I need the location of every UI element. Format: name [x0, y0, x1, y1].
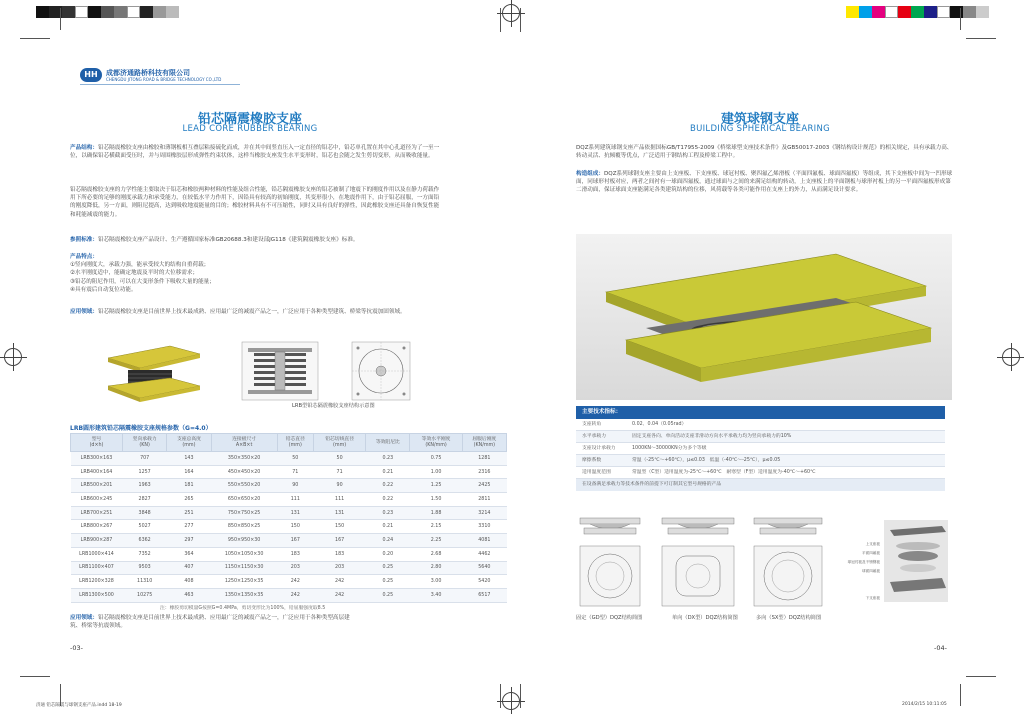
- product-structure-label: 产品结构：: [70, 145, 98, 151]
- left-title-en: LEAD CORE RUBBER BEARING: [182, 124, 318, 134]
- crop-mark: [966, 676, 996, 677]
- exploded-part-labels: [838, 540, 880, 603]
- table-cell: 7352: [123, 547, 167, 561]
- table-cell: 111: [277, 493, 313, 507]
- table-cell: 10275: [123, 588, 167, 602]
- table-cell: 707: [123, 452, 167, 466]
- registration-mark-left: [4, 348, 22, 366]
- table-cell: 1.00: [410, 465, 462, 479]
- table-cell: 183: [314, 547, 366, 561]
- table-cell: 0.21: [366, 465, 410, 479]
- table-cell: 0.75: [410, 452, 462, 466]
- table-cell: 407: [167, 561, 211, 575]
- table-cell: 181: [167, 479, 211, 493]
- right-structure-paragraph: [576, 170, 956, 195]
- footer-timestamp: 2014/2/15 10:11:05: [902, 702, 947, 707]
- table-cell: 3848: [123, 506, 167, 520]
- left-structure-paragraph: [70, 144, 440, 160]
- company-name-en: CHENGDU JITONG ROAD & BRIDGE TECHNOLOGY CO.,LTD: [106, 76, 222, 82]
- spec-value: 固定支座各向、单向活动支座非滑动方向水平承载力均为竖向承载力的10%: [632, 434, 792, 439]
- table-cell: 0.20: [366, 547, 410, 561]
- color-registration-bar-left: [36, 6, 179, 18]
- spherical-bearing-image: [586, 240, 942, 396]
- table-header-cell: 连接板尺寸 A×B×t: [211, 434, 277, 452]
- spec-row: [576, 419, 945, 431]
- table-cell: 203: [277, 561, 313, 575]
- crop-mark: [960, 684, 961, 706]
- table-cell: 1281: [462, 452, 506, 466]
- spherical-spec-panel: [576, 406, 945, 491]
- table-header-row: [71, 434, 507, 452]
- spec-row: [576, 467, 945, 479]
- table-cell: 242: [277, 575, 313, 589]
- registration-mark-bottom: [502, 692, 520, 710]
- table-header-cell: 型号 (d×h): [71, 434, 123, 452]
- product-principle-text: 铅芯隔震橡胶支座的力学性能主要取决于铅芯和橡胶两种材料的性能及组合性能，铅芯隔震橡胶支座的铅芯被制了地震下的刚度作用以及在静力荷载作用下所必要的足够的刚度承载力和承受能力，在较低水平力作用下，因铅具有较高的初始刚度，其变形很小，在地震作用下，由于铅芯屈服，一方面铅的刚度降低，另一方面，则阻尼提高，达到吸收地震能量的目的；橡胶材料具有不可压缩性，同时又具有良好的弹性，因此橡胶支座还具备自恢复性能和耗能减震的能力。: [70, 187, 440, 218]
- fixed-bearing-caption: 固定（GD型）DQZ结构简图: [576, 615, 643, 621]
- application2-text: 铅芯隔震橡胶支座是目前世界上技术最成熟、应用最广泛的减震产品之一，广泛应用于各种类型高层建筑、桥梁等抗震领域。: [70, 615, 350, 630]
- table-cell: 550×550×20: [211, 479, 277, 493]
- table-cell: 0.23: [366, 452, 410, 466]
- left-application2-paragraph: [70, 614, 350, 630]
- right-intro-text: DQZ系列建筑球钢支座产品依据国标GB/T17955-2009《桥梁球型支座技术条件》及GB50017-2003《钢结构设计规范》的相关规定，具有承载力高、转动灵活、抗倾覆等优点，广泛适用于钢结构工程及桥梁工程中。: [576, 145, 953, 160]
- table-cell: 750×750×25: [211, 506, 277, 520]
- table-row: [71, 506, 507, 520]
- table-row: [71, 493, 507, 507]
- table-cell: LRB700×251: [71, 506, 123, 520]
- structure-text: DQZ系列球钢支座主要由上支座板、下支座板、球冠衬板、聚四氟乙烯滑板（平面四氟板、球面四氟板）等组成，其下支座板中间为一凹形球面，同球形衬板对应，两者之间衬有一球面四氟板，通过球面与之间的来满足结构的转动，上支座板上的平面钢板与球形衬板上的另一平面四氟板形成第二滑动面，保证球面支座能满足各类建筑结构的位移，风荷载等各类可能作用在支座上的外力，从而满足设计要求。: [576, 171, 953, 194]
- unidirectional-bearing-drawing: [658, 514, 738, 610]
- right-title-cn: 建筑球钢支座: [720, 112, 799, 127]
- spec-key: 适用温度范围: [582, 470, 611, 475]
- table-row: [71, 575, 507, 589]
- bearing-exploded-view: [880, 516, 952, 606]
- table-cell: 50: [314, 452, 366, 466]
- left-principle-paragraph: [70, 186, 440, 219]
- table-cell: 1.88: [410, 506, 462, 520]
- table-cell: 0.25: [366, 575, 410, 589]
- table-header-cell: 支座总高度 (mm): [167, 434, 211, 452]
- structure-label: 构造组成：: [576, 171, 604, 177]
- table-cell: 203: [314, 561, 366, 575]
- table-cell: LRB1000×414: [71, 547, 123, 561]
- table-cell: 1150×1150×30: [211, 561, 277, 575]
- table-cell: 265: [167, 493, 211, 507]
- spec-key: 支座设计承载力: [582, 446, 616, 451]
- table-cell: 850×850×25: [211, 520, 277, 534]
- table-cell: 1050×1050×30: [211, 547, 277, 561]
- table-cell: 150: [277, 520, 313, 534]
- lead-core-plan-diagram: [350, 340, 412, 402]
- reference-text: 铅芯隔震橡胶支座产品设计、生产遵循国家标准GB20688.3和建设部JG118《建筑隔震橡胶支座》标准。: [97, 237, 359, 243]
- lead-core-section-diagram: [240, 340, 320, 402]
- crop-mark: [500, 8, 501, 32]
- table-cell: 0.25: [366, 588, 410, 602]
- table-cell: LRB300×163: [71, 452, 123, 466]
- table-cell: 242: [314, 575, 366, 589]
- table-cell: 5420: [462, 575, 506, 589]
- table-cell: 950×950×30: [211, 534, 277, 548]
- table-row: [71, 479, 507, 493]
- table-cell: 463: [167, 588, 211, 602]
- crop-mark: [520, 8, 521, 32]
- table-cell: 6517: [462, 588, 506, 602]
- lead-core-diagram-caption: LRB型铅芯隔震橡胶支座结构示意图: [292, 403, 375, 409]
- table-cell: LRB800×267: [71, 520, 123, 534]
- part-label: 球面四氟板: [862, 569, 880, 573]
- crop-mark: [966, 38, 996, 39]
- feature-item: ①竖向刚度大，承载力强，能承受较大的结构自重荷载；: [70, 262, 210, 269]
- crop-mark: [520, 684, 521, 708]
- color-registration-bar-right: [846, 6, 989, 18]
- features-label: 产品特点：: [70, 254, 98, 260]
- table-cell: 2.80: [410, 561, 462, 575]
- logo-mark: HH: [80, 68, 102, 82]
- table-row: [71, 465, 507, 479]
- table-cell: 297: [167, 534, 211, 548]
- spec-panel-footer: 在设备满足承载力等技术条件的前提下可订制其它型号规格的产品: [576, 479, 945, 491]
- table-cell: 90: [314, 479, 366, 493]
- table-cell: 0.23: [366, 506, 410, 520]
- footer-file-name: 济通 铅芯隔震与球钢支座产品.indd 18-19: [36, 703, 122, 708]
- left-features: [70, 253, 440, 294]
- crop-mark: [960, 8, 961, 30]
- feature-item: ④具有震后自动复位功能。: [70, 286, 137, 293]
- table-cell: 350×350×20: [211, 452, 277, 466]
- spec-row: [576, 443, 945, 455]
- table-cell: 277: [167, 520, 211, 534]
- table-cell: LRB900×287: [71, 534, 123, 548]
- table-cell: 2.25: [410, 534, 462, 548]
- registration-mark-right: [1002, 348, 1020, 366]
- left-page-number: -03-: [70, 644, 83, 652]
- table-row: [71, 588, 507, 602]
- table-cell: 2.15: [410, 520, 462, 534]
- table-cell: 2811: [462, 493, 506, 507]
- table-header-cell: 等效阻尼比: [366, 434, 410, 452]
- table-cell: LRB500×201: [71, 479, 123, 493]
- table-cell: 71: [277, 465, 313, 479]
- table-cell: 167: [277, 534, 313, 548]
- table-cell: 1350×1350×35: [211, 588, 277, 602]
- table-header-cell: 竖向承载力 (KN): [123, 434, 167, 452]
- table-cell: 5027: [123, 520, 167, 534]
- table-cell: 11310: [123, 575, 167, 589]
- table-cell: 0.21: [366, 520, 410, 534]
- table-cell: 183: [277, 547, 313, 561]
- table-cell: 1257: [123, 465, 167, 479]
- table-row: [71, 561, 507, 575]
- left-title-cn: 铅芯隔震橡胶支座: [197, 112, 302, 127]
- table-cell: 3214: [462, 506, 506, 520]
- table-cell: 450×450×20: [211, 465, 277, 479]
- part-label: 平面四氟板: [862, 551, 880, 555]
- table-cell: 0.22: [366, 493, 410, 507]
- table-header-cell: 屈服后刚度 (KN/mm): [462, 434, 506, 452]
- table-cell: 131: [277, 506, 313, 520]
- table-cell: 0.25: [366, 561, 410, 575]
- spec-value: 0.02、0.04（0.05rad）: [632, 422, 687, 427]
- table-row: [71, 547, 507, 561]
- table-cell: 2.68: [410, 547, 462, 561]
- table-cell: 3.00: [410, 575, 462, 589]
- part-label: 球冠衬板及不锈钢板: [847, 560, 880, 564]
- table-cell: 167: [314, 534, 366, 548]
- spec-value: 常温型（C型）适用温度为-25℃～+60℃ 耐寒型（F型）适用温度为-40℃～+60℃: [632, 470, 816, 475]
- fixed-bearing-drawing: [576, 514, 644, 610]
- lead-core-bearing-image: [100, 338, 210, 408]
- table-cell: 5640: [462, 561, 506, 575]
- table-cell: LRB400×164: [71, 465, 123, 479]
- table-cell: LRB1300×500: [71, 588, 123, 602]
- table-cell: 150: [314, 520, 366, 534]
- table-cell: 131: [314, 506, 366, 520]
- part-label: 下支座板: [865, 596, 880, 600]
- table-cell: 0.24: [366, 534, 410, 548]
- application-text: 铅芯隔震橡胶支座是目前世界上技术最成熟、应用最广泛的减震产品之一，广泛应用于各种类型建筑、桥梁等抗震加固领域。: [97, 309, 406, 315]
- table-cell: 242: [277, 588, 313, 602]
- table-cell: 251: [167, 506, 211, 520]
- left-application-paragraph: [70, 308, 440, 316]
- lrb-spec-table: [70, 433, 507, 603]
- table-cell: 1963: [123, 479, 167, 493]
- table-cell: LRB600×245: [71, 493, 123, 507]
- table-cell: 4081: [462, 534, 506, 548]
- spec-value: 1000KN～30000KN分为多个等级: [632, 446, 707, 451]
- spec-row: [576, 455, 945, 467]
- table-cell: 3310: [462, 520, 506, 534]
- right-title-en: BUILDING SPHERICAL BEARING: [689, 124, 831, 134]
- table-header-cell: 等效水平刚度 (KN/mm): [410, 434, 462, 452]
- spec-panel-header: 主要技术指标：: [576, 406, 945, 419]
- company-logo: [80, 68, 221, 82]
- table-row: [71, 534, 507, 548]
- crop-mark: [60, 8, 61, 30]
- application2-label: 应用领域：: [70, 615, 98, 621]
- table-row: [71, 452, 507, 466]
- table-cell: 9503: [123, 561, 167, 575]
- part-label: 上支座板: [865, 542, 880, 546]
- multidirectional-bearing-caption: 多向（SX型）DQZ结构简图: [756, 615, 822, 621]
- crop-mark: [500, 684, 501, 708]
- spec-row: [576, 431, 945, 443]
- table-cell: 1.25: [410, 479, 462, 493]
- table-cell: 242: [314, 588, 366, 602]
- spec-key: 支座转角: [582, 422, 602, 427]
- table-cell: 50: [277, 452, 313, 466]
- logo-divider: [80, 84, 240, 85]
- table-cell: 3.40: [410, 588, 462, 602]
- feature-item: ②水平刚度适中，能确定地震及平时的大位移需求；: [70, 270, 199, 277]
- table-cell: 143: [167, 452, 211, 466]
- table-cell: 364: [167, 547, 211, 561]
- table-cell: 111: [314, 493, 366, 507]
- reference-label: 参照标准：: [70, 237, 98, 243]
- application-label: 应用领域：: [70, 309, 98, 315]
- table-cell: 1.50: [410, 493, 462, 507]
- crop-mark: [20, 38, 50, 39]
- lrb-table-title: LRB圆形建筑铅芯隔震橡胶支座规格参数（G=4.0）: [70, 425, 212, 432]
- table-cell: 2316: [462, 465, 506, 479]
- lrb-table-note: 注：橡胶剪切模量G按照G=0.4MPa，剪切变形比为100%，铅屈服强度取8.5: [160, 606, 326, 611]
- left-reference-paragraph: [70, 236, 440, 244]
- product-structure-text: 铅芯隔震橡胶支座由橡胶和薄钢板相互叠层粘接硫化而成，并在其中间竖直压入一定直径的铅芯中，铅芯单孔置在其中心孔道径为了一至一位，以确保铅芯横截面受压时，并与周围橡胶层形成弹性约束状体，这样当橡胶支座发生水平变形时，铅芯也会随之发生剪切变形，从而吸收能量。: [70, 145, 440, 160]
- feature-item: ③铅芯的阻尼作用，可以在大变形条件下吸收大量的能量；: [70, 278, 215, 285]
- table-cell: 164: [167, 465, 211, 479]
- table-cell: 6362: [123, 534, 167, 548]
- table-header-cell: 铅芯切线直径 (mm): [314, 434, 366, 452]
- table-row: [71, 520, 507, 534]
- spec-key: 水平承载力: [582, 434, 606, 439]
- right-page-number: -04-: [934, 644, 947, 652]
- table-header-cell: 铅芯直径 (mm): [277, 434, 313, 452]
- crop-mark: [20, 676, 50, 677]
- table-cell: 1250×1250×35: [211, 575, 277, 589]
- table-cell: 90: [277, 479, 313, 493]
- registration-mark-top: [502, 4, 520, 22]
- company-name-cn: 成都济通路桥科技有限公司: [106, 68, 190, 77]
- table-cell: 4462: [462, 547, 506, 561]
- spec-value: 常温（-25℃～+60℃），μ≤0.03 低温（-40℃～-25℃），μ≤0.05: [632, 458, 781, 463]
- multidirectional-bearing-drawing: [750, 514, 826, 610]
- table-cell: 408: [167, 575, 211, 589]
- table-cell: 2425: [462, 479, 506, 493]
- table-cell: LRB1100×407: [71, 561, 123, 575]
- spec-key: 摩擦系数: [582, 458, 602, 463]
- table-cell: 71: [314, 465, 366, 479]
- unidirectional-bearing-caption: 单向（DX型）DQZ结构简图: [672, 615, 738, 621]
- right-intro-paragraph: [576, 144, 956, 160]
- table-cell: LRB1200×328: [71, 575, 123, 589]
- table-cell: 0.22: [366, 479, 410, 493]
- table-cell: 650×650×20: [211, 493, 277, 507]
- table-cell: 2827: [123, 493, 167, 507]
